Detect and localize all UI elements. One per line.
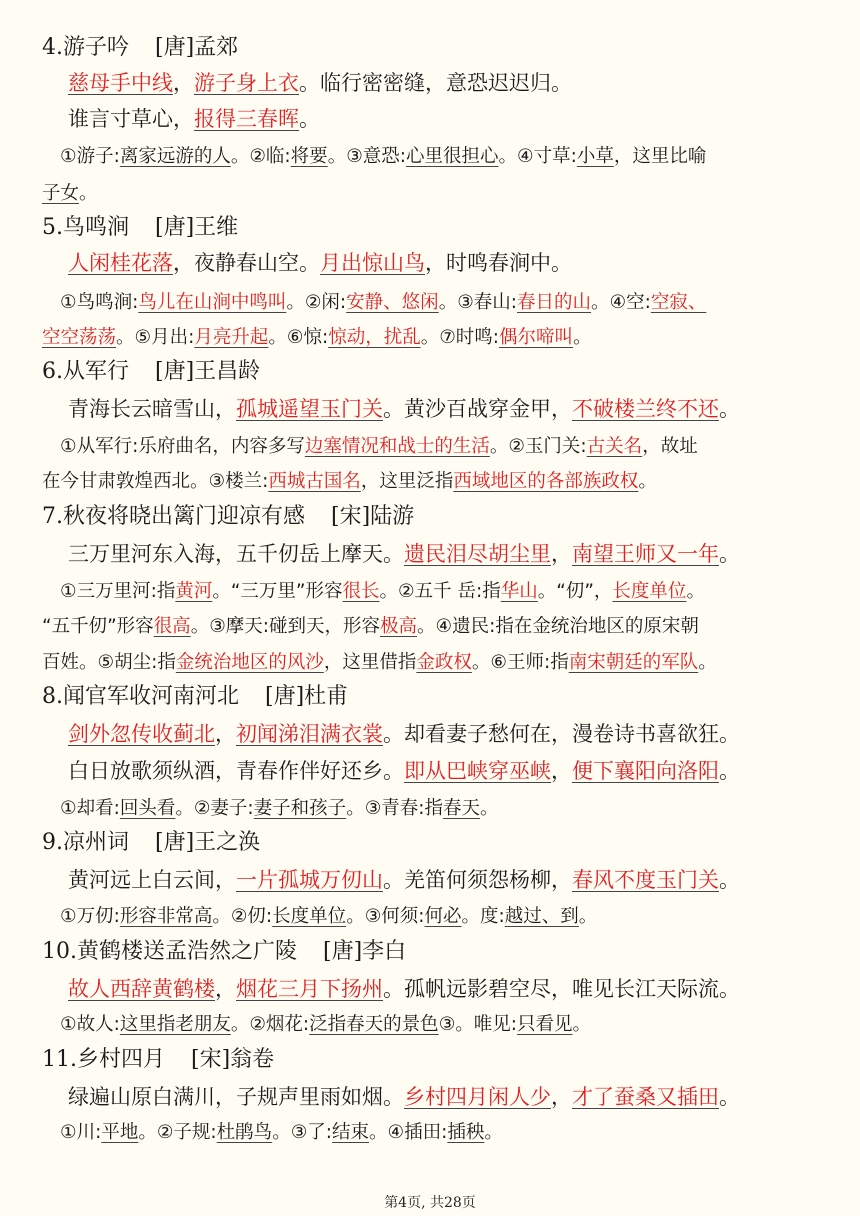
key-phrase: 春风不度玉门关 — [572, 868, 719, 892]
annotation-text: 。②烟花: — [230, 1014, 310, 1035]
key-phrase: 一片孤城万仞山 — [236, 868, 383, 892]
poem-dynasty: [唐] — [323, 939, 363, 964]
annotation-text: 。③青春:指 — [346, 798, 444, 819]
key-phrase: 烟花三月下扬州 — [236, 977, 383, 1001]
annotation-text: 。 — [484, 1122, 503, 1143]
poem-verse-line — [68, 757, 740, 785]
annotation-text: ①鸟鸣涧: — [60, 292, 139, 313]
annotation-text: 。 — [572, 1014, 592, 1035]
key-definition: 极高 — [380, 616, 418, 637]
key-definition: 春日的山 — [517, 292, 592, 313]
poem-author: 孟郊 — [194, 35, 239, 60]
annotation-line — [42, 325, 592, 351]
annotation-text: 。⑥惊: — [268, 327, 329, 348]
poem-title-text: 6.从军行 — [42, 359, 129, 384]
verse-text: 。羌笛何须怨杨柳， — [383, 868, 572, 892]
verse-text: ， — [551, 542, 572, 566]
underlined-definition: 平地 — [101, 1122, 139, 1143]
verse-text: 黄河远上白云间， — [68, 868, 236, 892]
poem-title-text: 8.闻官军收河南河北 — [42, 684, 239, 709]
underlined-definition: 妻子和孩子 — [253, 798, 347, 819]
poem-title-text: 4.游子吟 — [42, 35, 129, 60]
poem-verse-line — [68, 249, 572, 277]
verse-text: ， — [215, 977, 236, 1001]
key-definition: 金政权 — [416, 652, 472, 673]
key-definition: 黄河 — [175, 581, 213, 602]
annotation-text: 。⑤月出: — [116, 327, 195, 348]
key-definition: 空寂、 — [650, 292, 707, 313]
underlined-definition: 只看见 — [517, 1014, 573, 1035]
poem-author: 陆游 — [370, 504, 415, 529]
annotation-line — [60, 144, 706, 170]
underlined-definition: 离家远游的人 — [119, 146, 231, 167]
key-definition: 偶尔啼叫 — [499, 327, 574, 348]
annotation-text: 。②妻子: — [175, 798, 254, 819]
annotation-text: 。②玉门关: — [489, 436, 587, 457]
underlined-definition: 结束 — [332, 1122, 370, 1143]
annotation-line — [42, 469, 657, 495]
verse-text: ， — [551, 1085, 572, 1109]
underlined-definition: 越过、到 — [504, 906, 579, 927]
key-definition: 鸟儿在山涧中鸣叫 — [138, 292, 287, 313]
key-phrase: 月出惊山鸟 — [320, 251, 425, 275]
annotation-line — [42, 650, 717, 676]
key-phrase: 遗民泪尽胡尘里 — [404, 542, 551, 566]
poem-title-text: 11.乡村四月 — [42, 1047, 165, 1072]
verse-text: 绿遍山原白满川，子规声里雨如烟。 — [68, 1085, 404, 1109]
poem-dynasty: [宋] — [331, 504, 371, 529]
key-phrase: 不破楼兰终不还 — [572, 397, 719, 421]
key-definition: 西域地区的各部族政权 — [453, 471, 639, 492]
annotation-text: ，故址 — [642, 436, 698, 457]
underlined-definition: 泛指春天的景色 — [309, 1014, 439, 1035]
verse-text: ， — [215, 722, 236, 746]
poem-dynasty: [唐] — [155, 215, 195, 240]
poem-title — [42, 358, 260, 386]
annotation-text: ，这里泛指 — [360, 471, 454, 492]
poem-dynasty: [唐] — [155, 830, 195, 855]
poem-author: 李白 — [362, 939, 407, 964]
key-phrase: 便下襄阳向洛阳 — [572, 759, 719, 783]
key-phrase: 孤城遥望玉门关 — [236, 397, 383, 421]
underlined-definition: 何必 — [424, 906, 462, 927]
verse-text: ，时鸣春涧中。 — [425, 251, 572, 275]
verse-text: 。黄沙百战穿金甲， — [383, 397, 572, 421]
poem-title-text: 5.鸟鸣涧 — [42, 215, 129, 240]
poem-dynasty: [宋] — [191, 1047, 231, 1072]
annotation-text: ①却看: — [60, 798, 120, 819]
key-phrase: 故人西辞黄鹤楼 — [68, 977, 215, 1001]
poem-title — [42, 503, 414, 531]
key-definition: 很长 — [342, 581, 380, 602]
poem-title — [42, 214, 238, 242]
key-phrase: 慈母手中线 — [68, 71, 173, 95]
poem-dynasty: [唐] — [155, 359, 195, 384]
poem-title — [42, 683, 348, 711]
poem-title — [42, 1046, 274, 1074]
annotation-text: 。⑦时鸣: — [420, 327, 500, 348]
verse-text: 。孤帆远影碧空尽，唯见长江天际流。 — [383, 977, 740, 1001]
annotation-text: 。②闲: — [286, 292, 347, 313]
poem-verse-line — [68, 69, 572, 97]
annotation-line — [60, 1120, 503, 1146]
poem-title-text: 7.秋夜将晓出篱门迎凉有感 — [42, 504, 305, 529]
key-definition: 古关名 — [586, 436, 643, 457]
poem-author: 王维 — [194, 215, 239, 240]
underlined-definition: 小草 — [576, 146, 614, 167]
key-definition: 华山 — [500, 581, 538, 602]
annotation-text: 。“仞”， — [537, 581, 613, 602]
annotation-text: 。 — [698, 652, 717, 673]
annotation-text: 。 — [638, 471, 657, 492]
poem-title — [42, 938, 406, 966]
poem-verse-line — [68, 105, 320, 133]
underlined-definition: 形容非常高 — [119, 906, 213, 927]
annotation-text: 。 — [686, 581, 705, 602]
annotation-text: ①三万里河:指 — [60, 581, 176, 602]
annotation-text: ①故人: — [60, 1014, 120, 1035]
annotation-text: 。 — [573, 327, 592, 348]
annotation-line — [42, 614, 699, 640]
key-definition: 安静、悠闲 — [346, 292, 439, 313]
annotation-text: 百姓。⑤胡尘:指 — [42, 652, 176, 673]
poem-title-text: 9.凉州词 — [42, 830, 129, 855]
key-phrase: 游子身上衣 — [194, 71, 299, 95]
annotation-text: ①从军行:乐府曲名，内容多写 — [60, 436, 305, 457]
annotation-text: 。④插田: — [369, 1122, 448, 1143]
poem-title — [42, 829, 260, 857]
underlined-definition: 这里指老朋友 — [119, 1014, 231, 1035]
underlined-definition: 子女 — [42, 183, 80, 204]
poem-verse-line — [68, 975, 740, 1003]
annotation-text: 。 — [480, 798, 499, 819]
key-definition: 边塞情况和战士的生活 — [304, 436, 490, 457]
annotation-line — [42, 181, 98, 207]
annotation-text: 。④寸草: — [498, 146, 577, 167]
underlined-definition: 将要 — [290, 146, 328, 167]
key-definition: 金统治地区的风沙 — [175, 652, 324, 673]
annotation-text: 。度: — [461, 906, 505, 927]
verse-text: 。临行密密缝，意恐迟迟归。 — [299, 71, 572, 95]
key-phrase: 报得三春晖 — [194, 107, 299, 131]
underlined-definition: 长度单位 — [272, 906, 347, 927]
key-phrase: 人闲桂花落 — [68, 251, 173, 275]
annotation-text: “五千仞”形容 — [42, 616, 154, 637]
annotation-text: ①川: — [60, 1122, 102, 1143]
key-definition: 西城古国名 — [268, 471, 361, 492]
annotation-text: 。④空: — [591, 292, 651, 313]
annotation-line — [60, 1012, 591, 1038]
annotation-text: 。③春山: — [438, 292, 518, 313]
verse-text: 白日放歌须纵酒，青春作伴好还乡。 — [68, 759, 404, 783]
annotation-text: 。②仞: — [212, 906, 273, 927]
annotation-text: 。 — [578, 906, 598, 927]
verse-text: 。却看妻子愁何在，漫卷诗书喜欲狂。 — [383, 722, 740, 746]
poem-verse-line — [68, 866, 740, 894]
verse-text: ，夜静春山空。 — [173, 251, 320, 275]
poem-title-text: 10.黄鹤楼送孟浩然之广陵 — [42, 939, 297, 964]
verse-text: ， — [551, 759, 572, 783]
annotation-line — [60, 434, 698, 460]
verse-text: 。 — [299, 107, 320, 131]
underlined-definition: 心里很担心 — [406, 146, 499, 167]
underlined-definition: 插秧 — [447, 1122, 485, 1143]
verse-text: 。 — [719, 1085, 740, 1109]
underlined-definition: 杜鹃鸟 — [216, 1122, 273, 1143]
page-footer: 第4页, 共28页 — [384, 1195, 476, 1211]
underlined-definition: 春天 — [443, 798, 481, 819]
poem-author: 翁卷 — [230, 1047, 275, 1072]
key-phrase: 乡村四月闲人少 — [404, 1085, 551, 1109]
annotation-text: 。⑥王师:指 — [471, 652, 569, 673]
verse-text: 三万里河东入海，五千仞岳上摩天。 — [68, 542, 404, 566]
key-definition: 月亮升起 — [194, 327, 269, 348]
annotation-text: 。②五千 岳:指 — [379, 581, 501, 602]
key-phrase: 才了蚕桑又插田 — [572, 1085, 719, 1109]
poem-verse-line — [68, 540, 740, 568]
verse-text: ， — [173, 71, 194, 95]
annotation-text: 。③何须: — [346, 906, 425, 927]
annotation-text: 。 — [79, 183, 98, 204]
annotation-line — [60, 579, 705, 605]
key-definition: 空空荡荡 — [42, 327, 117, 348]
annotation-text: ③。唯见: — [438, 1014, 518, 1035]
key-phrase: 初闻涕泪满衣裳 — [236, 722, 383, 746]
annotation-text: 。③了: — [272, 1122, 333, 1143]
annotation-text: 。③摩天:碰到天，形容 — [190, 616, 381, 637]
annotation-text: ，这里借指 — [323, 652, 417, 673]
verse-text: 。 — [719, 397, 740, 421]
key-definition: 南宋朝廷的军队 — [568, 652, 699, 673]
key-phrase: 即从巴峡穿巫峡 — [404, 759, 551, 783]
poem-verse-line — [68, 1083, 740, 1111]
verse-text: 青海长云暗雪山， — [68, 397, 236, 421]
annotation-text: 在今甘肃敦煌西北。③楼兰: — [42, 471, 269, 492]
annotation-text: 。④遗民:指在金统治地区的原宋朝 — [417, 616, 699, 637]
poem-verse-line — [68, 395, 740, 423]
key-definition: 长度单位 — [612, 581, 687, 602]
poem-author: 杜甫 — [304, 684, 349, 709]
poem-dynasty: [唐] — [265, 684, 305, 709]
annotation-line — [60, 290, 706, 316]
annotation-text: 。②临: — [230, 146, 291, 167]
annotation-text: ①万仞: — [60, 906, 120, 927]
verse-text: 。 — [719, 759, 740, 783]
poem-author: 王之涣 — [194, 830, 261, 855]
annotation-line — [60, 904, 597, 930]
key-definition: 很高 — [153, 616, 191, 637]
poem-verse-line — [68, 720, 740, 748]
annotation-text: 。②子规: — [138, 1122, 217, 1143]
key-phrase: 南望王师又一年 — [572, 542, 719, 566]
key-definition: 惊动，扰乱 — [328, 327, 421, 348]
annotation-text: ，这里比喻 — [613, 146, 707, 167]
annotation-text: 。“三万里”形容 — [212, 581, 343, 602]
poem-title — [42, 34, 238, 62]
annotation-text: ①游子: — [60, 146, 120, 167]
underlined-definition: 回头看 — [119, 798, 176, 819]
poem-dynasty: [唐] — [155, 35, 195, 60]
annotation-text: 。③意恐: — [327, 146, 407, 167]
key-phrase: 剑外忽传收蓟北 — [68, 722, 215, 746]
verse-text: 。 — [719, 868, 740, 892]
annotation-line — [60, 796, 499, 822]
poem-author: 王昌龄 — [194, 359, 261, 384]
verse-text: 谁言寸草心， — [68, 107, 194, 131]
verse-text: 。 — [719, 542, 740, 566]
